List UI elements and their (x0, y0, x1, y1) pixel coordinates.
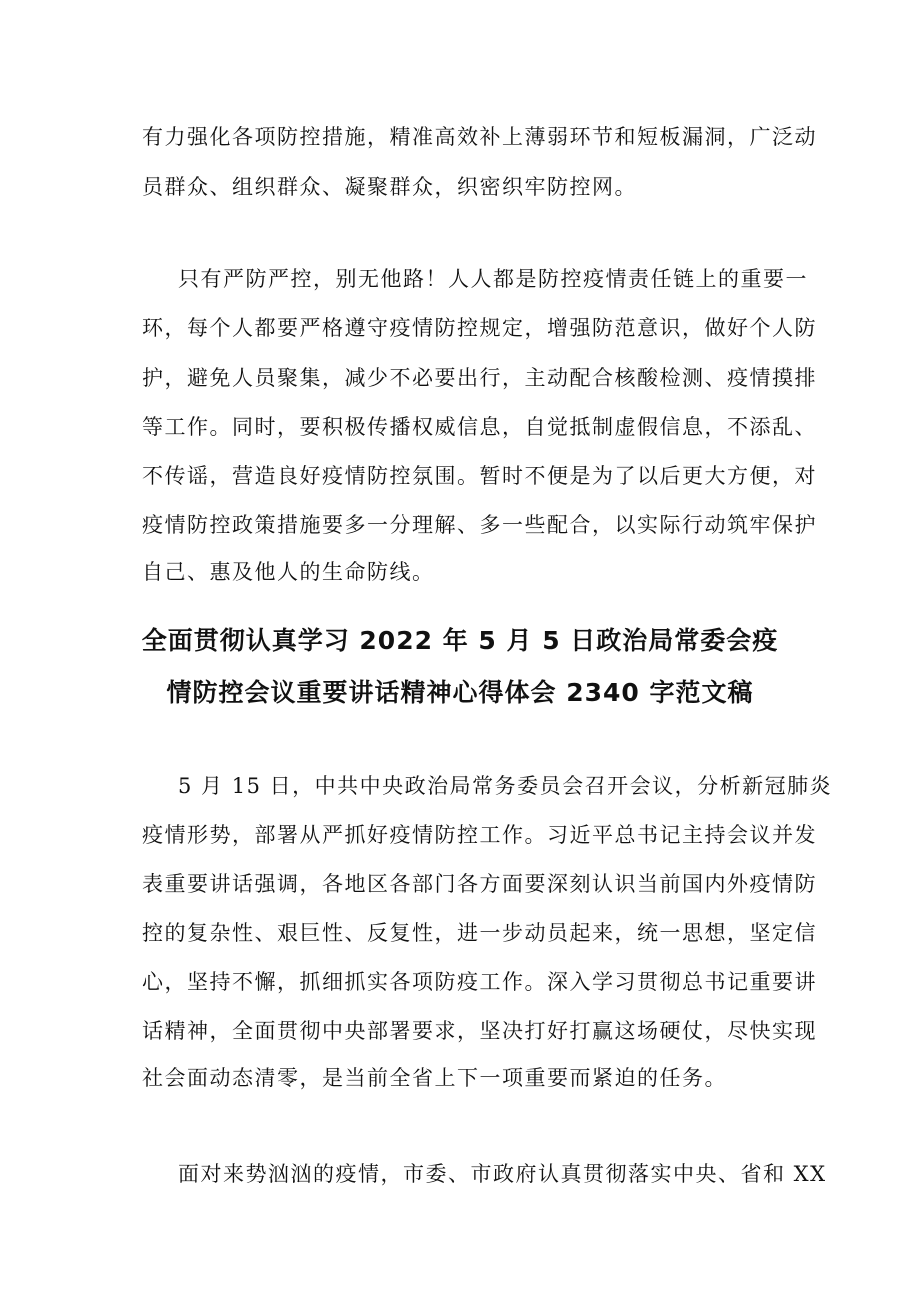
paragraph-3-line-2: 疫情形势，部署从严抓好疫情防控工作。习近平总书记主持会议并发 (142, 823, 817, 847)
article-heading-line-1: 全面贯彻认真学习 2022 年 5 月 5 日政治局常委会疫 (141, 626, 779, 655)
paragraph-3-line-5: 心，坚持不懈，抓细抓实各项防疫工作。深入学习贯彻总书记重要讲 (142, 970, 817, 994)
paragraph-3-line-7: 社会面动态清零，是当前全省上下一项重要而紧迫的任务。 (142, 1066, 727, 1090)
paragraph-4-line-1: 面对来势汹汹的疫情，市委、市政府认真贯彻落实中央、省和 XX (178, 1162, 827, 1186)
paragraph-3-line-1: 5 月 15 日，中共中央政治局常务委员会召开会议，分析新冠肺炎 (178, 774, 833, 798)
paragraph-3-line-3: 表重要讲话强调，各地区各部门各方面要深刻认识当前国内外疫情防 (142, 872, 817, 896)
paragraph-2-line-5: 不传谣，营造良好疫情防控氛围。暂时不便是为了以后更大方便，对 (142, 464, 817, 488)
paragraph-2-line-3: 护，避免人员聚集，减少不必要出行，主动配合核酸检测、疫情摸排 (142, 366, 817, 390)
paragraph-3-line-6: 话精神，全面贯彻中央部署要求，坚决打好打赢这场硬仗，尽快实现 (142, 1019, 817, 1043)
paragraph-1-line-2: 员群众、组织群众、凝聚群众，织密织牢防控网。 (142, 175, 637, 199)
paragraph-2-line-7: 自己、惠及他人的生命防线。 (142, 560, 435, 584)
paragraph-2-line-4: 等工作。同时，要积极传播权威信息，自觉抵制虚假信息，不添乱、 (142, 415, 817, 439)
paragraph-1-line-1: 有力强化各项防控措施，精准高效补上薄弱环节和短板漏洞，广泛动 (142, 125, 817, 149)
article-heading-line-2: 情防控会议重要讲话精神心得体会 2340 字范文稿 (166, 678, 754, 707)
paragraph-2-line-2: 环，每个人都要严格遵守疫情防控规定，增强防范意识，做好个人防 (142, 316, 817, 340)
paragraph-2-line-6: 疫情防控政策措施要多一分理解、多一些配合，以实际行动筑牢保护 (142, 513, 817, 537)
paragraph-3-line-4: 控的复杂性、艰巨性、反复性，进一步动员起来，统一思想，坚定信 (142, 921, 817, 945)
paragraph-2-line-1: 只有严防严控，别无他路！人人都是防控疫情责任链上的重要一 (178, 267, 808, 291)
